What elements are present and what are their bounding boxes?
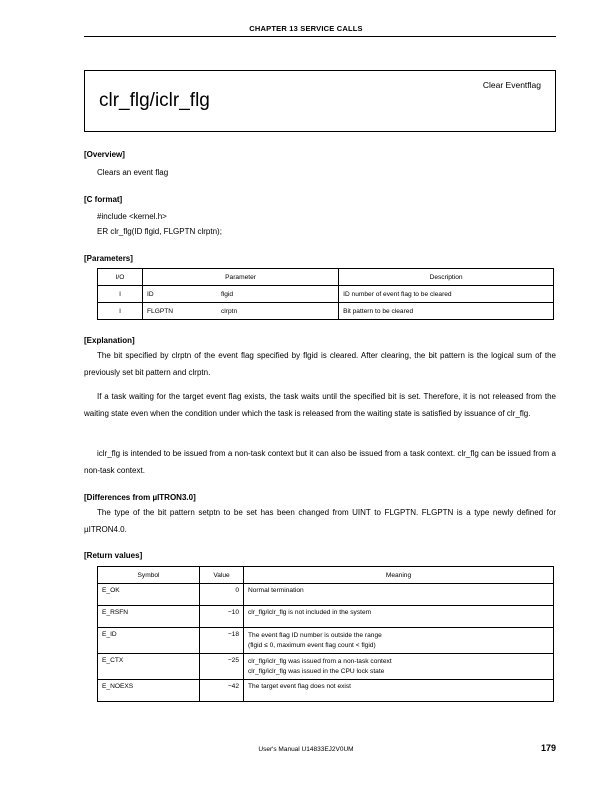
title-category: Clear Eventflag [482,80,541,90]
parameters-header-row [98,269,554,286]
return-meaning [244,654,554,680]
param-description: Bit pattern to be cleared [339,303,554,320]
footer-manual: User's Manual U14833EJ2V0UM [258,746,354,753]
return-value: −25 [200,654,244,680]
col-io: I/O [98,269,143,286]
return-meaning [244,628,554,654]
return-values-heading: [Return values] [84,551,143,560]
explanation-paragraph-2: If a task waiting for the target event flag exists, the task waits until the specified bit is set. Therefore, it is not released from the waiting state even when the condition under which the task is released from the waiting state is satisfied by issuance of clr_flg. [84,392,556,418]
param-io: I [98,286,143,303]
chapter-header: CHAPTER 13 SERVICE CALLS [249,24,363,33]
differences-heading: [Differences from µITRON3.0] [84,493,196,502]
return-meaning [244,584,554,606]
explanation-paragraph-1: The bit specified by clrptn of the event flag specified by flgid is cleared. After clearing, the bit pattern is the logical sum of the previously set bit pattern and clrptn. [84,351,556,377]
table-row [98,654,554,680]
return-meaning-line: The event flag ID number is outside the range [248,632,382,639]
col-symbol: Symbol [98,567,200,584]
return-meaning-line: (flgid ≤ 0, maximum event flag count < flgid) [248,642,376,649]
return-symbol: E_OK [98,584,200,606]
table-row [98,286,554,303]
page-number: 179 [540,743,556,753]
return-meaning [244,606,554,628]
return-symbol: E_ID [98,628,200,654]
return-value: −10 [200,606,244,628]
param-name: flgid [217,286,339,303]
explanation-heading: [Explanation] [84,336,135,345]
return-values-table [97,566,554,702]
page-title: clr_flg/iclr_flg [99,90,210,111]
parameters-table [97,268,554,320]
table-row [98,680,554,702]
header-rule [84,36,556,37]
return-meaning-line: clr_flg/iclr_flg was issued from a non-task context [248,658,392,665]
title-box [84,70,556,132]
c-format-heading: [C format] [84,195,123,204]
param-type: ID [143,286,218,303]
overview-heading: [Overview] [84,150,125,159]
return-value: −42 [200,680,244,702]
param-io: I [98,303,143,320]
return-values-header-row [98,567,554,584]
return-meaning [244,680,554,702]
overview-text: Clears an event flag [97,168,169,177]
table-row [98,606,554,628]
c-format-line-2: ER clr_flg(ID flgid, FLGPTN clrptn); [97,227,222,236]
param-name: clrptn [217,303,339,320]
return-symbol: E_RSFN [98,606,200,628]
col-parameter: Parameter [143,269,339,286]
table-row [98,628,554,654]
return-meaning-line: clr_flg/iclr_flg was issued in the CPU lock state [248,668,385,675]
return-meaning-line: The target event flag does not exist [248,683,351,690]
return-value: −18 [200,628,244,654]
table-row [98,584,554,606]
c-format-line-1: #include <kernel.h> [97,212,167,221]
param-description: ID number of event flag to be cleared [339,286,554,303]
return-symbol: E_CTX [98,654,200,680]
parameters-heading: [Parameters] [84,254,133,263]
differences-text: The type of the bit pattern setptn to be set has been changed from UINT to FLGPTN. FLGPTN is a type newly defined for µITRON4.0. [84,508,556,534]
return-meaning-line: Normal termination [248,587,304,594]
return-value: 0 [200,584,244,606]
param-type: FLGPTN [143,303,218,320]
col-description: Description [339,269,554,286]
col-meaning: Meaning [244,567,554,584]
explanation-paragraph-3: iclr_flg is intended to be issued from a non-task context but it can also be issued from a task context. clr_flg can be issued from a non-task context. [84,449,556,475]
return-symbol: E_NOEXS [98,680,200,702]
return-meaning-line: clr_flg/iclr_flg is not included in the system [248,609,372,616]
col-value: Value [200,567,244,584]
table-row [98,303,554,320]
